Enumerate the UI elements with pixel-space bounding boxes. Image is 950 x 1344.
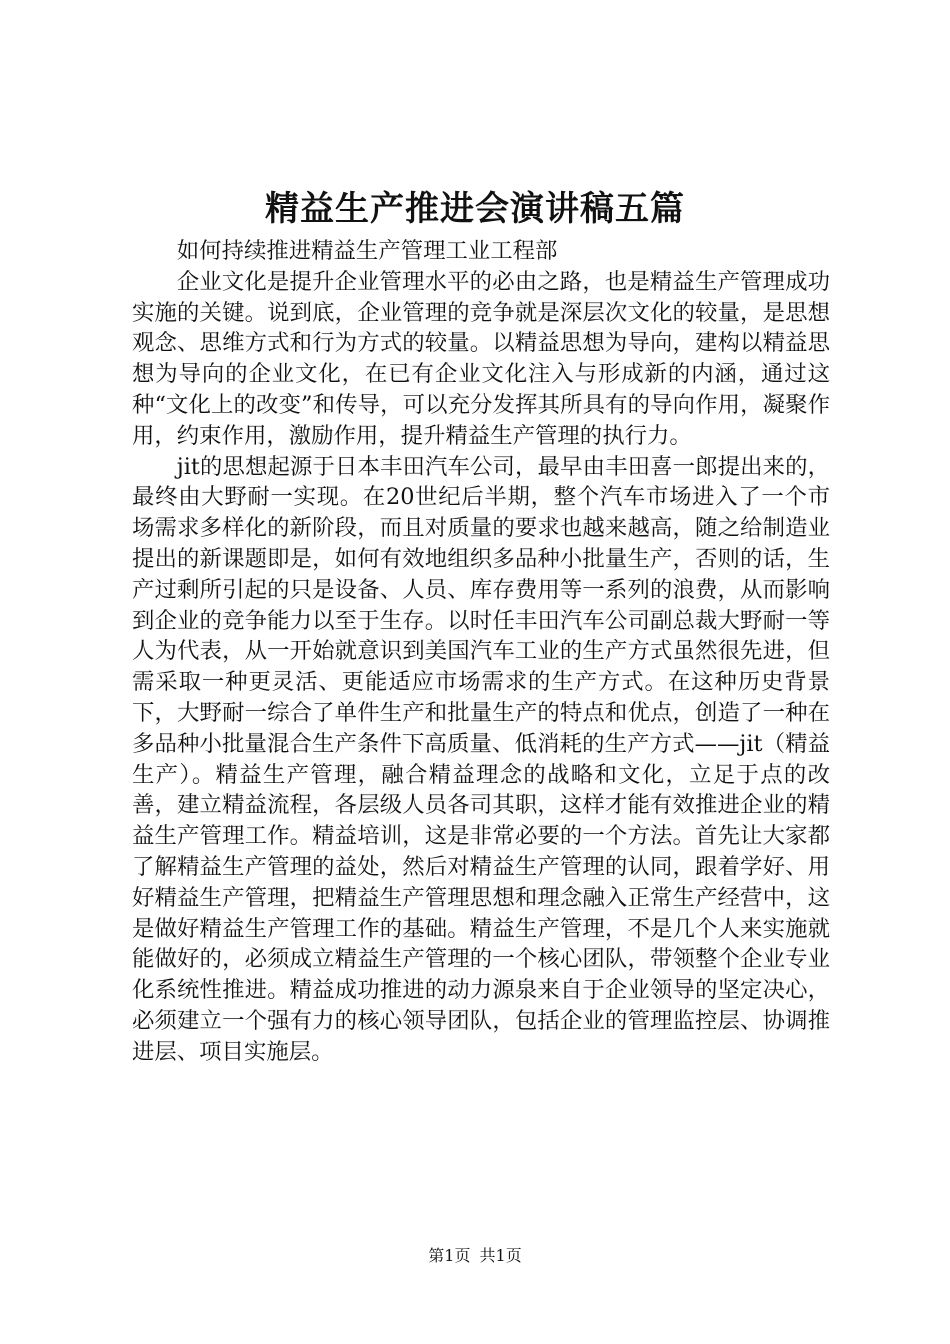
page-total: 共1页 xyxy=(479,1246,522,1265)
page-footer xyxy=(0,1244,950,1268)
document-body xyxy=(132,236,830,1068)
document-title: 精益生产推进会演讲稿五篇 xyxy=(265,189,685,229)
paragraph-2: jit的思想起源于日本丰田汽车公司，最早由丰田喜一郎提出来的，最终由大野耐一实现。在20世纪后半期，整个汽车市场进入了一个市场需求多样化的新阶段，而且对质量的要求也越来越高，随之给制造业提出的新课题即是，如何有效地组织多品种小批量生产，否则的话，生产过剩所引起的只是设备、人员、库存费用等一系列的浪费，从而影响到企业的竞争能力以至于生存。以时任丰田汽车公司副总裁大野耐一等人为代表，从一开始就意识到美国汽车工业的生产方式虽然很先进，但需采取一种更灵活、更能适应市场需求的生产方式。在这种历史背景下，大野耐一综合了单件生产和批量生产的特点和优点，创造了一种在多品种小批量混合生产条件下高质量、低消耗的生产方式——jit（精益生产）。精益生产管理，融合精益理念的战略和文化，立足于点的改善，建立精益流程，各层级人员各司其职，这样才能有效推进企业的精益生产管理工作。精益培训，这是非常必要的一个方法。首先让大家都了解精益生产管理的益处，然后对精益生产管理的认同，跟着学好、用好精益生产管理，把精益生产管理思想和理念融入正常生产经营中，这是做好精益生产管理工作的基础。精益生产管理，不是几个人来实施就能做好的，必须成立精益生产管理的一个核心团队，带领整个企业专业化系统性推进。精益成功推进的动力源泉来自于企业领导的坚定决心，必须建立一个强有力的核心领导团队，包括企业的管理监控层、协调推进层、项目实施层。 xyxy=(132,453,830,1065)
paragraph-1: 企业文化是提升企业管理水平的必由之路，也是精益生产管理成功实施的关键。说到底，企业管理的竞争就是深层次文化的较量，是思想观念、思维方式和行为方式的较量。以精益思想为导向，建构以精益思想为导向的企业文化，在已有企业文化注入与形成新的内涵，通过这种“文化上的改变”和传导，可以充分发挥其所具有的导向作用，凝聚作用，约束作用，激励作用，提升精益生产管理的执行力。 xyxy=(132,268,830,449)
document-subtitle: 如何持续推进精益生产管理工业工程部 xyxy=(176,238,558,264)
page-number: 第1页 xyxy=(428,1246,471,1265)
